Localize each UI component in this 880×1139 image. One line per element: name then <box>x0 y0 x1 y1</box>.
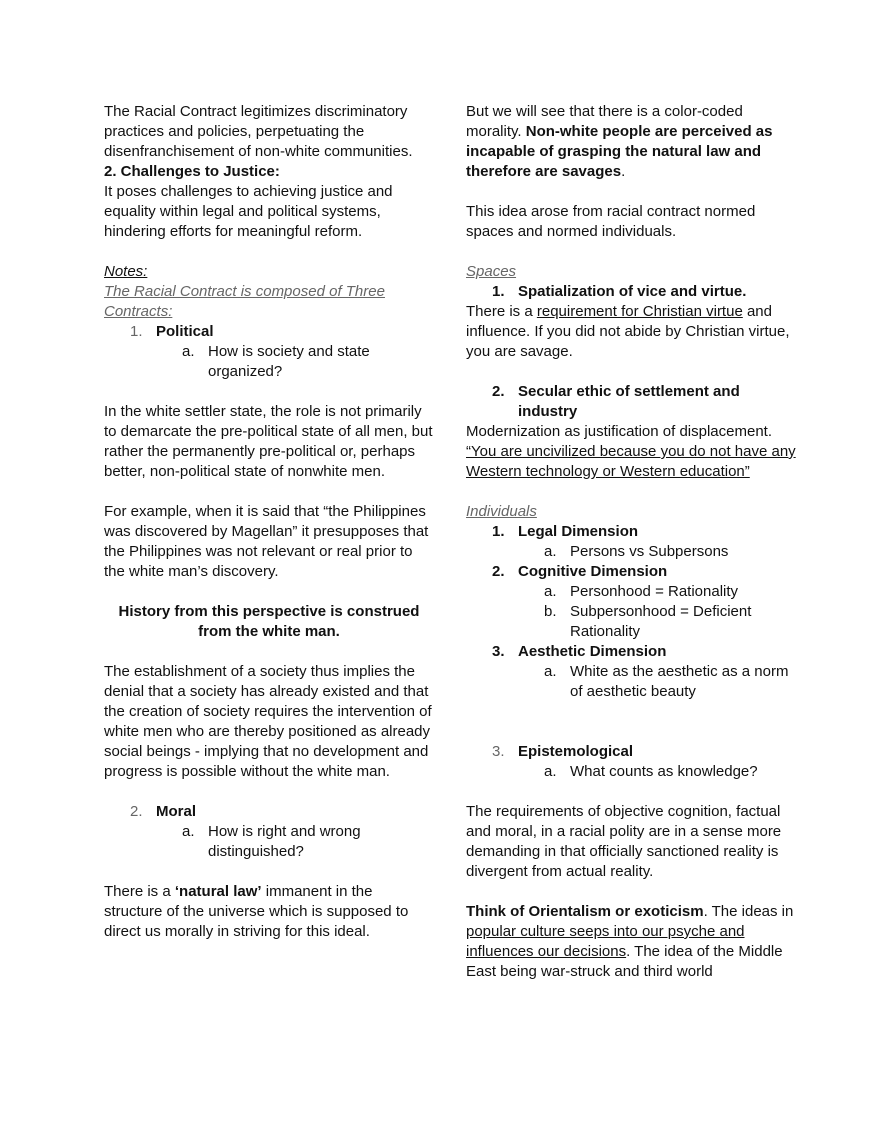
list-item <box>104 802 434 822</box>
list-item <box>466 382 796 422</box>
list-number: a. <box>182 343 195 360</box>
individuals-label: Individuals <box>466 503 537 520</box>
list-text: How is society and state organized? <box>208 343 370 380</box>
section-heading: 2. Challenges to Justice: <box>104 163 280 180</box>
list-number: a. <box>544 583 557 600</box>
text: There is a <box>466 303 537 320</box>
list-text: Personhood = Rationality <box>570 583 739 600</box>
sub-list-item <box>104 342 434 382</box>
sub-list-item <box>104 822 434 862</box>
notes-label: Notes: <box>104 263 148 280</box>
list-item <box>466 562 796 582</box>
list-item <box>466 742 796 762</box>
right-column <box>466 102 796 982</box>
underlined-text: requirement for Christian virtue <box>536 303 743 320</box>
list-number: 2. <box>492 563 505 580</box>
list-number: a. <box>544 543 557 560</box>
list-number: 1. <box>492 283 505 300</box>
text: But we will see that there is a color-coded morality. <box>466 103 743 140</box>
list-label: Moral <box>156 803 197 820</box>
paragraph <box>104 882 434 942</box>
sub-list-item <box>466 762 796 782</box>
paragraph <box>466 902 796 982</box>
list-label: Spatialization of vice and virtue. <box>518 283 747 300</box>
list-text: What counts as knowledge? <box>570 763 758 780</box>
list-number: a. <box>544 663 557 680</box>
paragraph: The Racial Contract legitimizes discriminatory practices and policies, perpetuating the disenfranchisement of non-white communities. <box>104 103 413 160</box>
list-number: 1. <box>492 523 505 540</box>
list-label: Legal Dimension <box>518 523 639 540</box>
paragraph: This idea arose from racial contract normed spaces and normed individuals. <box>466 203 756 240</box>
list-number: 2. <box>492 383 505 400</box>
list-text: White as the aesthetic as a norm of aesthetic beauty <box>570 663 789 700</box>
list-label: Aesthetic Dimension <box>518 643 667 660</box>
notes-subtitle: The Racial Contract is composed of Three Contracts: <box>104 283 385 320</box>
text: immanent in the structure of the universe which is supposed to direct us morally in striving for this ideal. <box>104 883 409 940</box>
list-label: Epistemological <box>518 743 634 760</box>
paragraph: It poses challenges to achieving justice and equality within legal and political systems, hindering efforts for meaningful reform. <box>104 183 393 240</box>
bold-text: ‘natural law’ <box>174 883 262 900</box>
paragraph: The requirements of objective cognition, factual and moral, in a racial polity are in a sense more demanding in that officially sanctioned reality is divergent from actual reality. <box>466 803 782 880</box>
list-number: 3. <box>492 643 505 660</box>
paragraph <box>466 102 796 182</box>
paragraph: For example, when it is said that “the Philippines was discovered by Magellan” it presupposes that the Philippines was not relevant or real prior to the white man’s discovery. <box>104 503 429 580</box>
list-number: b. <box>544 603 557 620</box>
paragraph: In the white settler state, the role is not primarily to demarcate the pre-political state of all men, but rather the permanently pre-political or, perhaps better, non-political state of nonwhite men. <box>104 403 433 480</box>
list-number: 1. <box>130 323 143 340</box>
paragraph: The establishment of a society thus implies the denial that a society has already existed and that the creation of society requires the intervention of white men who are thereby positioned as already social beings - implying that no development and progress is possible without the white man. <box>104 663 432 780</box>
list-label: Cognitive Dimension <box>518 563 668 580</box>
paragraph <box>466 302 796 362</box>
list-item <box>466 522 796 542</box>
sub-list-item <box>466 582 796 602</box>
text: . The ideas in <box>703 903 794 920</box>
paragraph: Modernization as justification of displacement. <box>466 423 772 440</box>
sub-list-item <box>466 602 796 642</box>
bold-text: Non-white people are perceived as incapable of grasping the natural law and therefore are savages <box>466 123 773 180</box>
list-text: How is right and wrong distinguished? <box>208 823 361 860</box>
sub-list-item <box>466 542 796 562</box>
text: . The idea of the Middle East being war-struck and third world <box>466 943 783 980</box>
list-text: Persons vs Subpersons <box>570 543 729 560</box>
bold-text: Think of Orientalism or exoticism <box>466 903 704 920</box>
list-item <box>466 642 796 662</box>
spaces-label: Spaces <box>466 263 517 280</box>
list-number: a. <box>544 763 557 780</box>
text: and influence. If you did not abide by Christian virtue, you are savage. <box>466 303 790 360</box>
list-item <box>104 322 434 342</box>
text: . <box>621 163 626 180</box>
underlined-text: popular culture seeps into our psyche and influences our decisions <box>466 923 745 960</box>
list-label: Political <box>156 323 214 340</box>
left-column <box>104 102 434 942</box>
list-label: Secular ethic of settlement and industry <box>518 383 740 420</box>
list-number: 2. <box>130 803 143 820</box>
list-text: Subpersonhood = Deficient Rationality <box>570 603 752 640</box>
list-number: 3. <box>492 743 505 760</box>
sub-list-item <box>466 662 796 702</box>
text: There is a <box>104 883 175 900</box>
list-item <box>466 282 796 302</box>
quote: “You are uncivilized because you do not have any Western technology or Western education” <box>466 443 796 480</box>
list-number: a. <box>182 823 195 840</box>
centered-statement: History from this perspective is construed from the white man. <box>118 603 420 640</box>
